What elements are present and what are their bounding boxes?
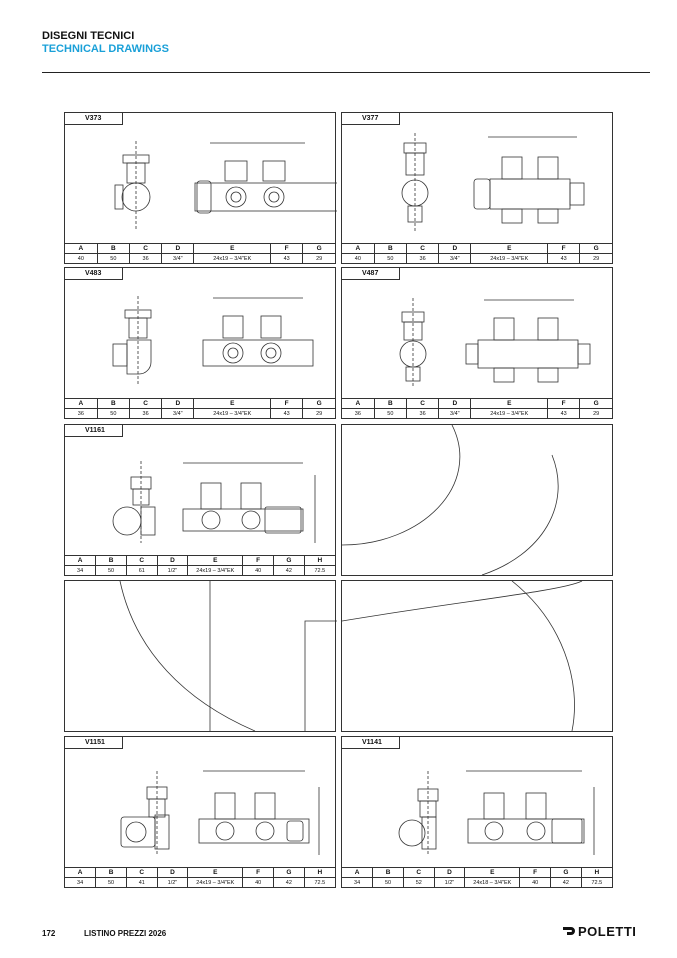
- dim-header: B: [96, 556, 127, 566]
- dim-header: F: [243, 556, 274, 566]
- blank-panel-right-middle: [341, 424, 613, 576]
- dim-header: D: [157, 556, 188, 566]
- dim-value: 36: [354, 410, 361, 417]
- dim-value: 24x19 – 3/4"EK: [471, 409, 548, 419]
- dim-header: A: [65, 556, 96, 566]
- drawing-panel-v487: [341, 267, 613, 419]
- product-code: V373: [65, 113, 123, 125]
- dim-header: A: [65, 244, 97, 254]
- dim-value: 43: [271, 254, 303, 264]
- dim-value: 40: [243, 878, 274, 888]
- dim-header: E: [194, 244, 271, 254]
- dim-header: A: [342, 868, 373, 878]
- dim-header: C: [126, 868, 157, 878]
- dim-header: E: [471, 399, 548, 409]
- dim-header: C: [126, 556, 157, 566]
- dim-header: G: [274, 868, 305, 878]
- drawing-panel-v483: [64, 267, 336, 419]
- price-list-label: LISTINO PREZZI 2026: [84, 929, 167, 938]
- product-code: V483: [65, 268, 123, 280]
- dim-header: B: [97, 244, 129, 254]
- drawing-panel-v1141: [341, 736, 613, 888]
- dim-value: 43: [548, 409, 580, 419]
- dim-header: E: [465, 868, 520, 878]
- dim-value: 42: [274, 878, 305, 888]
- dim-value: 34: [77, 567, 84, 574]
- dim-value: 41: [126, 878, 157, 888]
- dim-value: 24x19 – 3/4"EK: [188, 878, 243, 888]
- dim-header: F: [548, 399, 580, 409]
- brand-name: POLETTI: [578, 924, 637, 939]
- dim-value: 29: [580, 409, 612, 419]
- decorative-arc: [342, 581, 614, 731]
- dim-header: D: [439, 244, 471, 254]
- drawing-panel-v1161: [64, 424, 336, 576]
- dim-header: F: [520, 868, 551, 878]
- dim-value: 36: [406, 254, 438, 264]
- dim-header: E: [188, 868, 243, 878]
- dim-value: 42: [274, 566, 305, 576]
- dim-header: C: [129, 399, 161, 409]
- dim-value: 3/4": [162, 254, 194, 264]
- dimension-table: [65, 243, 335, 263]
- technical-drawing: [65, 113, 337, 246]
- dim-header: G: [551, 868, 582, 878]
- dim-header: E: [194, 399, 271, 409]
- page-title-en: TECHNICAL DRAWINGS: [42, 43, 169, 55]
- dim-header: A: [342, 399, 374, 409]
- product-code: V1161: [65, 425, 123, 437]
- dim-header: H: [581, 868, 612, 878]
- dim-value: 43: [271, 409, 303, 419]
- dim-header: D: [162, 399, 194, 409]
- dim-value: 24x19 – 3/4"EK: [194, 254, 271, 264]
- dim-value: 40: [520, 878, 551, 888]
- dim-header: B: [373, 868, 404, 878]
- dim-value: 50: [374, 254, 406, 264]
- dim-header: G: [580, 399, 612, 409]
- dim-header: B: [96, 868, 127, 878]
- dim-header: B: [374, 244, 406, 254]
- dim-value: 29: [303, 409, 335, 419]
- dim-header: A: [65, 868, 96, 878]
- dim-value: 36: [129, 409, 161, 419]
- dim-value: 1/2": [434, 878, 465, 888]
- dimension-table: [342, 398, 612, 418]
- poletti-logo-icon: [562, 925, 576, 937]
- dim-header: B: [374, 399, 406, 409]
- decorative-arc: [342, 425, 614, 575]
- dim-header: C: [406, 399, 438, 409]
- dim-header: D: [157, 868, 188, 878]
- dim-header: A: [342, 244, 374, 254]
- dim-value: 50: [97, 409, 129, 419]
- product-code: V1141: [342, 737, 400, 749]
- dim-value: 3/4": [162, 409, 194, 419]
- page-number: 172: [42, 929, 56, 938]
- dim-header: G: [274, 556, 305, 566]
- drawing-panel-v1151: [64, 736, 336, 888]
- dim-value: 24x19 – 3/4"EK: [194, 409, 271, 419]
- dim-value: 50: [96, 566, 127, 576]
- dim-value: 24x19 – 3/4"EK: [471, 254, 548, 264]
- dim-value: 43: [548, 254, 580, 264]
- dim-value: 1/2": [157, 878, 188, 888]
- dim-value: 42: [551, 878, 582, 888]
- page-title-it: DISEGNI TECNICI: [42, 30, 135, 42]
- dim-value: 24x18 – 3/4"EK: [465, 878, 520, 888]
- dim-header: E: [471, 244, 548, 254]
- dim-value: 50: [373, 878, 404, 888]
- dim-header: H: [304, 556, 335, 566]
- product-code: V377: [342, 113, 400, 125]
- dim-value: 40: [77, 255, 84, 262]
- dim-header: D: [434, 868, 465, 878]
- dim-value: 1/2": [157, 566, 188, 576]
- dim-header: D: [162, 244, 194, 254]
- dim-value: 50: [374, 409, 406, 419]
- dim-header: C: [129, 244, 161, 254]
- dimension-table: [65, 867, 335, 887]
- header-divider: [42, 72, 650, 73]
- dim-header: F: [271, 399, 303, 409]
- dim-value: 72.5: [304, 878, 335, 888]
- dim-header: F: [548, 244, 580, 254]
- dim-value: 34: [354, 879, 361, 886]
- dimension-table: [65, 555, 335, 575]
- dim-header: A: [65, 399, 97, 409]
- dim-value: 52: [403, 878, 434, 888]
- brand-logo: [562, 924, 636, 939]
- technical-drawing: [342, 113, 614, 246]
- technical-drawing: [65, 425, 337, 558]
- drawing-panel-v373: [64, 112, 336, 264]
- dim-value: 40: [243, 566, 274, 576]
- dimension-table: [342, 867, 612, 887]
- dim-header: G: [303, 244, 335, 254]
- blank-panel-left-bottom: [64, 580, 336, 732]
- dim-value: 36: [129, 254, 161, 264]
- blank-panel-right-bottom: [341, 580, 613, 732]
- dim-header: G: [303, 399, 335, 409]
- dim-value: 3/4": [439, 409, 471, 419]
- technical-drawing: [65, 268, 337, 401]
- dim-value: 34: [77, 879, 84, 886]
- dim-value: 29: [580, 254, 612, 264]
- dimension-table: [65, 398, 335, 418]
- product-code: V487: [342, 268, 400, 280]
- dim-header: B: [97, 399, 129, 409]
- dim-header: H: [304, 868, 335, 878]
- dim-header: E: [188, 556, 243, 566]
- dim-value: 40: [354, 255, 361, 262]
- technical-drawing: [65, 737, 337, 870]
- dim-header: D: [439, 399, 471, 409]
- drawing-panel-v377: [341, 112, 613, 264]
- dim-value: 50: [96, 878, 127, 888]
- product-code: V1151: [65, 737, 123, 749]
- technical-drawing: [342, 268, 614, 401]
- dimension-table: [342, 243, 612, 263]
- dim-value: 72.5: [304, 566, 335, 576]
- dim-value: 36: [77, 410, 84, 417]
- dim-header: F: [243, 868, 274, 878]
- dim-header: F: [271, 244, 303, 254]
- dim-header: G: [580, 244, 612, 254]
- dim-value: 61: [126, 566, 157, 576]
- dim-value: 72.5: [581, 878, 612, 888]
- decorative-arc: [65, 581, 337, 731]
- dim-value: 50: [97, 254, 129, 264]
- technical-drawing: [342, 737, 614, 870]
- dim-header: C: [406, 244, 438, 254]
- dim-value: 3/4": [439, 254, 471, 264]
- dim-value: 24x19 – 3/4"EK: [188, 566, 243, 576]
- dim-header: C: [403, 868, 434, 878]
- dim-value: 36: [406, 409, 438, 419]
- dim-value: 29: [303, 254, 335, 264]
